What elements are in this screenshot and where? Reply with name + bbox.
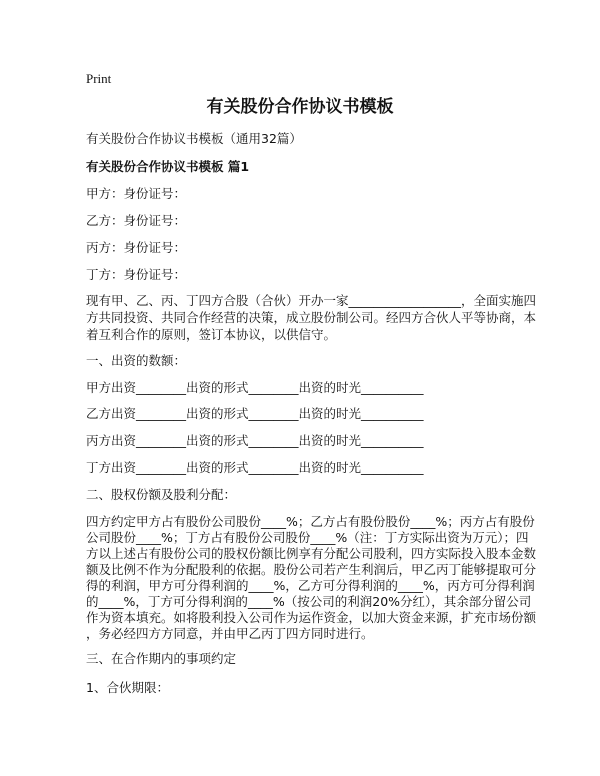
contribution-line: 丁方出资________出资的形式________出资的时光__________ xyxy=(86,460,424,475)
shares-line: 公司股份____%；丁方占有股份公司股份____%（注：丁方实际出资为万元）；四 xyxy=(86,530,529,545)
section-1-heading: 一、出资的数额： xyxy=(86,353,187,368)
party-line: 甲方：身份证号： xyxy=(86,186,187,201)
section-heading: 有关股份合作协议书模板 篇1 xyxy=(86,159,250,174)
party-line: 丁方：身份证号： xyxy=(86,267,187,282)
document-title: 有关股份合作协议书模板 xyxy=(206,97,394,117)
shares-line: 方以上述占有股份公司的股权份额比例享有分配公司股利，四方实际投入股本金数 xyxy=(86,546,537,561)
party-line: 乙方：身份证号： xyxy=(86,213,187,228)
print-link[interactable]: Print xyxy=(86,71,112,86)
intro-line: 方共同投资、共同合作经营的决策，成立股份制公司。经四方合伙人平等协商，本 xyxy=(86,310,537,325)
shares-line: 得的利润，甲方可分得利润的____%，乙方可分得利润的____%，丙方可分得利润 xyxy=(86,578,535,593)
item-1: 1、合伙期限： xyxy=(86,680,169,695)
shares-line: 的____%，丁方可分得利润的____%（按公司的利润20%分红），其余部分留公司 xyxy=(86,594,532,609)
intro-line: 现有甲、乙、丙、丁四方合股（合伙）开办一家__________________，全面实施四 xyxy=(86,293,537,308)
contribution-line: 甲方出资________出资的形式________出资的时光__________ xyxy=(86,380,424,395)
party-line: 丙方：身份证号： xyxy=(86,240,187,255)
contribution-line: 乙方出资________出资的形式________出资的时光__________ xyxy=(86,406,424,421)
shares-line: 作为资本填充。如将股利投入公司作为运作资金，以加大资金来源，扩充市场份额 xyxy=(86,610,537,625)
section-2-heading: 二、股权份额及股利分配： xyxy=(86,487,237,502)
shares-line: ，务必经四方方同意，并由甲乙丙丁四方同时进行。 xyxy=(86,626,374,641)
intro-line: 着互利合作的原则，签订本协议，以供信守。 xyxy=(86,327,337,342)
shares-line: 四方约定甲方占有股份公司股份____%；乙方占有股份股份____%；丙方占有股份 xyxy=(86,514,535,529)
subtitle: 有关股份合作协议书模板（通用32篇） xyxy=(86,131,302,146)
contribution-line: 丙方出资________出资的形式________出资的时光__________ xyxy=(86,433,424,448)
section-3-heading: 三、在合作期内的事项约定 xyxy=(86,651,237,666)
shares-line: 额及比例不作为分配股利的依据。股份公司若产生利润后，甲乙丙丁能够提取可分 xyxy=(86,562,537,577)
